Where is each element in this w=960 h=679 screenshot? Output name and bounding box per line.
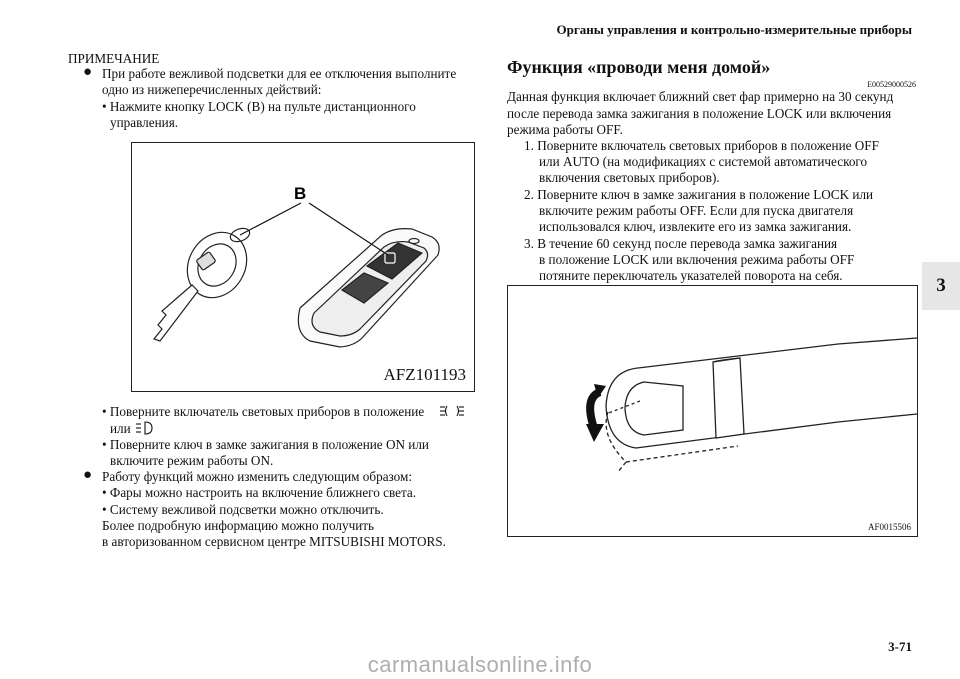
callout-letter: B — [294, 184, 307, 203]
bullet-dot: ● — [83, 467, 93, 483]
step-1-line-2: или AUTO (на модификациях с системой автоматического — [539, 154, 868, 169]
remote-key-figure — [131, 142, 475, 392]
sub-item-1-line-1: • Нажмите кнопку LOCK (B) на пульте дистанционного — [102, 99, 416, 114]
sub-item-4: • Фары можно настроить на включение ближнего света. — [102, 485, 417, 500]
note-title: ПРИМЕЧАНИЕ — [68, 51, 160, 66]
sub-item-2-line-1: • Поверните включатель световых приборов в положение — [102, 404, 425, 419]
sub-item-3-line-2: включите режим работы ON. — [110, 453, 274, 468]
turn-signal-lever-figure — [507, 285, 918, 537]
step-1-line-3: включения световых приборов). — [539, 170, 720, 185]
note-bullet-1-line-1: При работе вежливой подсветки для ее отключения выполните — [102, 66, 457, 81]
step-3-line-1: 3. В течение 60 секунд после перевода замка зажигания — [524, 236, 838, 251]
sub-item-5: • Систему вежливой подсветки можно отключить. — [102, 502, 384, 517]
headlight-icon — [135, 420, 155, 436]
info-paragraph-line-1: Более подробную информацию можно получить — [102, 518, 375, 533]
sub-item-2-line-2: или — [110, 421, 131, 436]
sub-item-1-line-2: управления. — [110, 115, 179, 130]
info-paragraph-line-2: в авторизованном сервисном центре MITSUBISHI MOTORS. — [102, 534, 446, 549]
sub-item-3-line-1: • Поверните ключ в замке зажигания в положение ON или — [102, 437, 429, 452]
step-1-line-1: 1. Поверните включатель световых приборов в положение OFF — [524, 138, 879, 153]
figure-code: AFZ101193 — [383, 365, 466, 384]
step-2-line-1: 2. Поверните ключ в замке зажигания в положение LOCK или — [524, 187, 874, 202]
figure-code: AF0015506 — [867, 522, 911, 532]
note-bullet-2: Работу функций можно изменить следующим образом: — [102, 469, 413, 484]
watermark: carmanualsonline.info — [367, 652, 593, 677]
page-number: 3-71 — [888, 639, 912, 654]
intro-line-1: Данная функция включает ближний свет фар примерно на 30 секунд — [507, 89, 894, 104]
step-2-line-2: включите режим работы OFF. Если для пуска двигателя — [539, 203, 854, 218]
intro-line-2: после перевода замка зажигания в положение LOCK или включения — [507, 106, 892, 121]
bullet-dot: ● — [83, 64, 93, 80]
section-code: E00529000526 — [867, 80, 916, 89]
step-2-line-3: использовался ключ, извлеките его из замка зажигания. — [539, 219, 852, 234]
intro-line-3: режима работы OFF. — [507, 122, 623, 137]
step-3-line-2: в положение LOCK или включения режима работы OFF — [539, 252, 855, 267]
key-and-remote-illustration — [132, 143, 474, 391]
step-3-line-3: потяните переключатель указателей поворота на себя. — [539, 268, 843, 283]
note-bullet-1-line-2: одно из нижеперечисленных действий: — [102, 82, 322, 97]
running-header: Органы управления и контрольно-измерительные приборы — [556, 22, 912, 37]
lever-illustration — [508, 286, 917, 536]
parking-lights-icon — [438, 403, 466, 419]
chapter-tab: 3 — [922, 262, 960, 310]
section-title: Функция «проводи меня домой» — [507, 57, 771, 77]
